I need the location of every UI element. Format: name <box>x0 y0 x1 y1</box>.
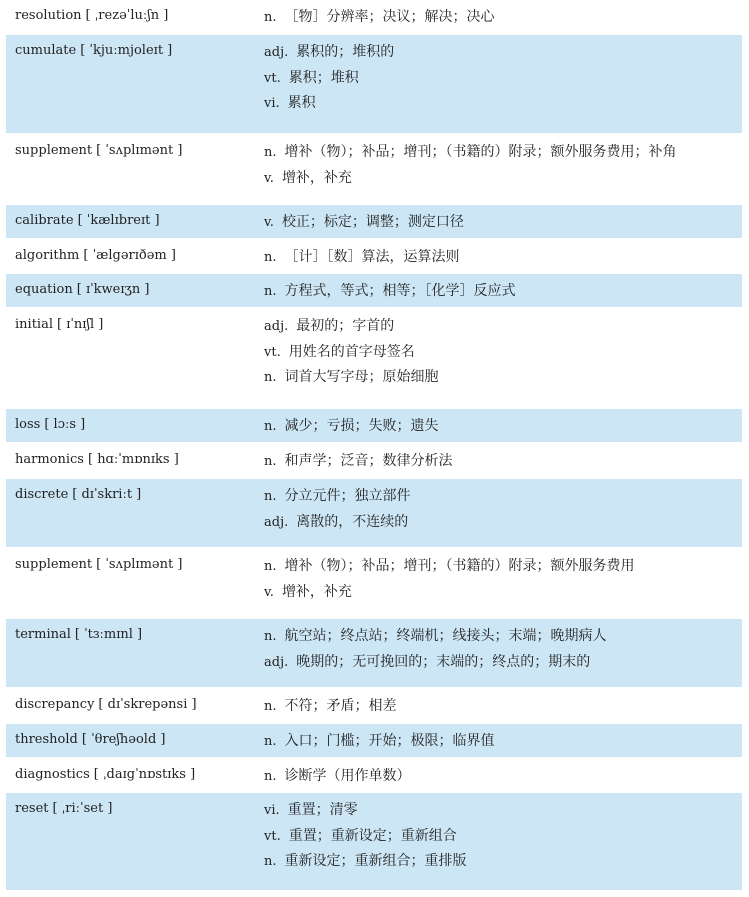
definition-line <box>264 315 740 341</box>
definition-text: 增补（物）；补品；增刊；（书籍的）附录；额外服务费用 <box>284 558 635 574</box>
headword-text: equation <box>15 282 73 297</box>
part-of-speech: vt. <box>264 828 281 844</box>
vocab-row <box>6 409 742 444</box>
headword-text: initial <box>15 317 53 332</box>
definition-text: 诊断学（用作单数） <box>284 768 411 784</box>
definition-line <box>264 695 740 721</box>
definition-line <box>264 246 740 272</box>
vocab-row <box>6 0 742 35</box>
vocab-row <box>6 724 742 759</box>
definition-line <box>264 6 740 32</box>
part-of-speech: adj. <box>264 45 289 60</box>
definition-line <box>264 67 740 93</box>
part-of-speech: n. <box>264 629 277 644</box>
definition-text: 累积；堆积 <box>288 69 359 86</box>
definitions <box>264 415 740 441</box>
phonetic-transcription: [ ˌriːˈset ] <box>52 801 113 816</box>
headword <box>15 767 195 782</box>
vocab-row <box>6 479 742 549</box>
definition-text: 用姓名的首字母签名 <box>288 343 415 360</box>
phonetic-transcription: [ ɪˈkweɪʒn ] <box>76 282 150 297</box>
definition-line <box>264 280 740 306</box>
definition-text: 航空站；终点站；终端机；线接头；末端；晚期病人 <box>284 628 607 644</box>
headword <box>15 248 176 263</box>
phonetic-transcription: [ ˈkælɪbreɪt ] <box>77 213 160 228</box>
definitions <box>264 695 740 721</box>
headword-text: diagnostics <box>15 767 90 782</box>
phonetic-transcription: [ dɪˈskriːt ] <box>72 487 142 502</box>
part-of-speech: n. <box>264 769 277 784</box>
definitions <box>264 6 740 32</box>
headword <box>15 417 85 432</box>
headword <box>15 43 172 58</box>
headword-text: terminal <box>15 627 71 642</box>
part-of-speech: n. <box>264 699 277 714</box>
vocab-row <box>6 35 742 135</box>
definition-text: 晚期的；无可挽回的；末端的；终点的；期末的 <box>296 653 591 670</box>
part-of-speech: adj. <box>264 654 289 670</box>
definition-text: 离散的，不连续的 <box>296 513 409 530</box>
definition-text: 不符；矛盾；相差 <box>284 698 397 714</box>
headword-text: algorithm <box>15 248 80 263</box>
definition-text: 重置；重新设定；重新组合 <box>288 827 457 844</box>
definitions <box>264 765 740 791</box>
part-of-speech: n. <box>264 559 277 574</box>
definition-text: 增补（物）；补品；增刊；（书籍的）附录；额外服务费用；补角 <box>284 144 677 160</box>
definition-text: 和声学；泛音；数律分析法 <box>284 453 453 469</box>
part-of-speech: n. <box>264 10 277 25</box>
definition-line <box>264 799 740 825</box>
definition-text: 校正；标定；调整；测定口径 <box>281 214 464 230</box>
vocab-row <box>6 759 742 793</box>
definition-line <box>264 211 740 237</box>
vocab-row <box>6 274 742 309</box>
part-of-speech: n. <box>264 454 277 469</box>
phonetic-transcription: [ ˈsʌplɪmənt ] <box>96 143 183 158</box>
headword <box>15 282 149 297</box>
part-of-speech: n. <box>264 145 277 160</box>
definition-line <box>264 625 740 651</box>
headword-text: reset <box>15 801 49 816</box>
definition-line <box>264 415 740 441</box>
phonetic-transcription: [ dɪˈskrepənsi ] <box>98 697 197 712</box>
definition-text: 重置；清零 <box>287 802 358 818</box>
part-of-speech: vt. <box>264 70 281 86</box>
definition-line <box>264 366 740 392</box>
definition-text: 最初的；字首的 <box>296 318 395 334</box>
definition-line <box>264 485 740 511</box>
part-of-speech: v. <box>264 215 274 230</box>
part-of-speech: adj. <box>264 319 289 334</box>
definition-text: 累积的；堆积的 <box>296 44 395 60</box>
headword-text: resolution <box>15 8 82 23</box>
definitions <box>264 211 740 237</box>
part-of-speech: n. <box>264 250 277 265</box>
definition-line <box>264 41 740 67</box>
headword-text: cumulate <box>15 43 77 58</box>
vocab-row <box>6 689 742 724</box>
definitions <box>264 799 740 876</box>
headword <box>15 452 179 467</box>
definition-line <box>264 765 740 791</box>
part-of-speech: v. <box>264 584 274 600</box>
phonetic-transcription: [ ˌrezəˈluːʃn ] <box>85 8 169 23</box>
vocab-row <box>6 240 742 274</box>
headword <box>15 697 197 712</box>
definitions <box>264 485 740 536</box>
definition-line <box>264 651 740 677</box>
headword <box>15 143 182 158</box>
definitions <box>264 450 740 476</box>
vocab-row <box>6 444 742 479</box>
part-of-speech: vt. <box>264 344 281 360</box>
phonetic-transcription: [ ˈælgərɪðəm ] <box>83 248 176 263</box>
definitions <box>264 246 740 272</box>
phonetic-transcription: [ hɑːˈmɒnɪks ] <box>87 452 179 467</box>
headword-text: harmonics <box>15 452 84 467</box>
vocab-row <box>6 793 742 892</box>
phonetic-transcription: [ ˌdaɪgˈnɒstɪks ] <box>93 767 196 782</box>
vocab-row <box>6 135 742 205</box>
definition-text: 增补，补充 <box>281 583 352 600</box>
definition-line <box>264 730 740 756</box>
part-of-speech: n. <box>264 419 277 434</box>
headword-text: threshold <box>15 732 78 747</box>
definition-text: 减少；亏损；失败；遗失 <box>284 418 439 434</box>
headword <box>15 732 165 747</box>
headword <box>15 213 160 228</box>
definitions <box>264 280 740 306</box>
definition-text: ［计］［数］算法，运算法则 <box>284 249 460 265</box>
phonetic-transcription: [ ɪˈnɪʃl ] <box>56 317 104 332</box>
headword-text: supplement <box>15 143 93 158</box>
definition-line <box>264 92 740 118</box>
definition-line <box>264 850 740 876</box>
definitions <box>264 730 740 756</box>
headword <box>15 487 141 502</box>
definition-text: 方程式，等式；相等；［化学］反应式 <box>284 283 516 299</box>
definition-line <box>264 167 740 193</box>
definition-text: 词首大写字母；原始细胞 <box>284 369 439 386</box>
phonetic-transcription: [ ˈkjuːmjoleɪt ] <box>80 43 173 58</box>
definition-line <box>264 555 740 581</box>
phonetic-transcription: [ lɔːs ] <box>44 417 86 432</box>
definition-line <box>264 511 740 537</box>
part-of-speech: vi. <box>264 96 280 112</box>
headword-text: discrepancy <box>15 697 95 712</box>
definition-text: 重新设定；重新组合；重排版 <box>284 853 467 870</box>
definitions <box>264 315 740 392</box>
definitions <box>264 41 740 118</box>
vocab-row <box>6 549 742 619</box>
part-of-speech: v. <box>264 170 274 186</box>
part-of-speech: n. <box>264 489 277 504</box>
headword-text: discrete <box>15 487 69 502</box>
definitions <box>264 141 740 192</box>
part-of-speech: vi. <box>264 803 280 818</box>
phonetic-transcription: [ ˈsʌplɪmənt ] <box>96 557 183 572</box>
headword-text: calibrate <box>15 213 74 228</box>
vocab-row <box>6 309 742 409</box>
part-of-speech: adj. <box>264 514 289 530</box>
part-of-speech: n. <box>264 854 277 870</box>
part-of-speech: n. <box>264 734 277 749</box>
definition-line <box>264 825 740 851</box>
definition-text: ［物］分辨率；决议；解决；决心 <box>284 9 495 25</box>
phonetic-transcription: [ ˈtɜːmɪnl ] <box>74 627 143 642</box>
vocabulary-table <box>6 0 742 892</box>
definition-text: 增补，补充 <box>281 169 352 186</box>
headword-text: loss <box>15 417 41 432</box>
headword <box>15 801 112 816</box>
definitions <box>264 555 740 606</box>
headword <box>15 317 103 332</box>
headword-text: supplement <box>15 557 93 572</box>
phonetic-transcription: [ ˈθreʃhəold ] <box>81 732 166 747</box>
definition-line <box>264 581 740 607</box>
part-of-speech: n. <box>264 284 277 299</box>
headword <box>15 557 182 572</box>
definition-text: 累积 <box>287 95 316 112</box>
definitions <box>264 625 740 676</box>
vocab-row <box>6 205 742 240</box>
definition-line <box>264 450 740 476</box>
part-of-speech: n. <box>264 370 277 386</box>
headword <box>15 8 168 23</box>
vocab-row <box>6 619 742 689</box>
definition-text: 分立元件；独立部件 <box>284 488 411 504</box>
definition-line <box>264 341 740 367</box>
definition-text: 入口；门槛；开始；极限；临界值 <box>284 733 495 749</box>
headword <box>15 627 142 642</box>
definition-line <box>264 141 740 167</box>
